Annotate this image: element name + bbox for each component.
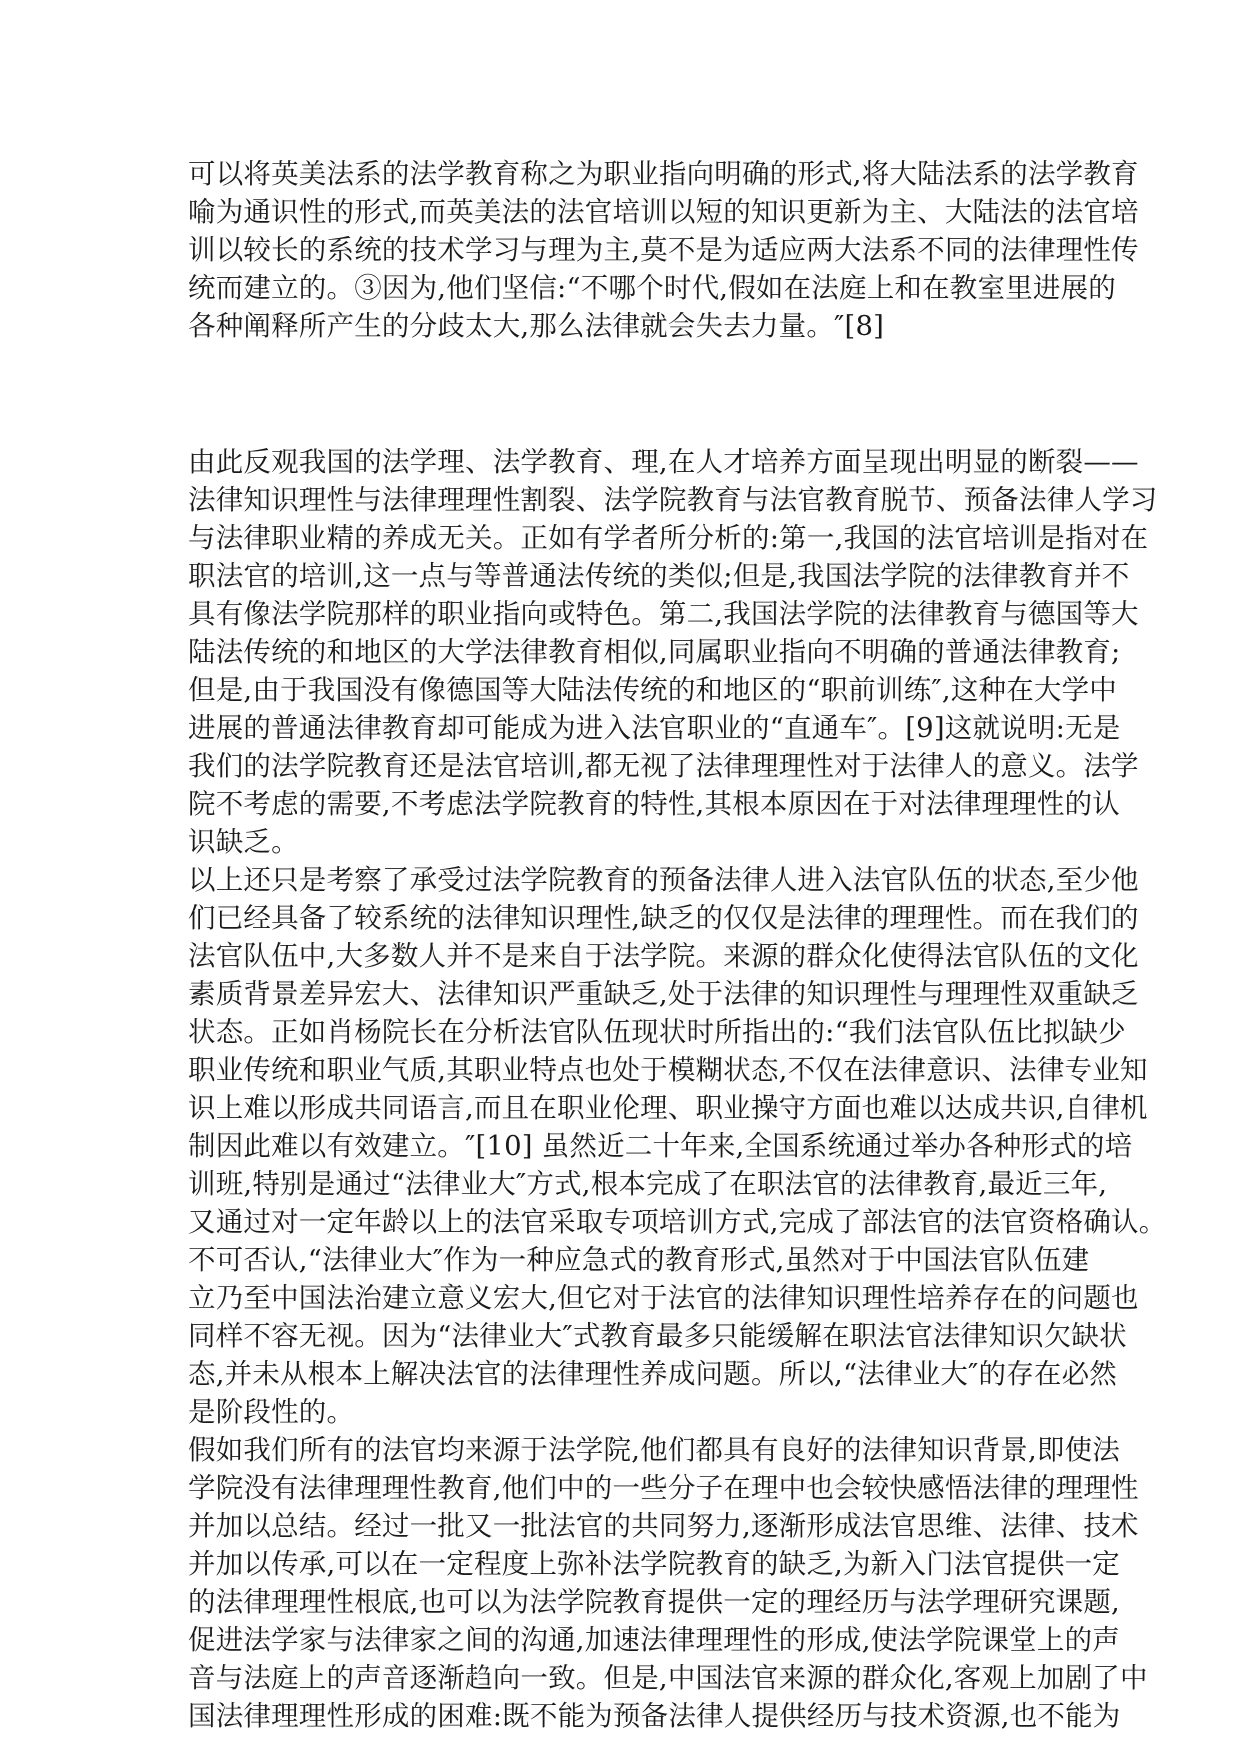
text-line: 国法律理理性形成的困难:既不能为预备法律人提供经历与技术资源,也不能为	[188, 1700, 1121, 1732]
text-line: 立乃至中国法治建立意义宏大,但它对于法官的法律知识理性培养存在的问题也	[188, 1282, 1139, 1314]
text-line: 识缺乏。	[188, 826, 299, 858]
text-line: 但是,由于我国没有像德国等大陆法传统的和地区的“职前训练″,这种在大学中	[188, 674, 1118, 706]
text-line: 我们的法学院教育还是法官培训,都无视了法律理理性对于法律人的意义。法学	[188, 750, 1139, 782]
text-line: 法律知识理性与法律理理性割裂、法学院教育与法官教育脱节、预备法律人学习	[188, 484, 1158, 516]
text-line: 职业传统和职业气质,其职业特点也处于模糊状态,不仅在法律意识、法律专业知	[188, 1054, 1148, 1086]
text-line: 可以将英美法系的法学教育称之为职业指向明确的形式,将大陆法系的法学教育	[188, 158, 1139, 190]
text-line: 陆法传统的和地区的大学法律教育相似,同属职业指向不明确的普通法律教育;	[188, 636, 1121, 668]
text-line: 院不考虑的需要,不考虑法学院教育的特性,其根本原因在于对法律理理性的认	[188, 788, 1120, 820]
text-line: 的法律理理性根底,也可以为法学院教育提供一定的理经历与法学理研究课题,	[188, 1586, 1120, 1618]
text-line: 并加以总结。经过一批又一批法官的共同努力,逐渐形成法官思维、法律、技术	[188, 1510, 1139, 1542]
text-line: 同样不容无视。因为“法律业大″式教育最多只能缓解在职法官法律知识欠缺状	[188, 1320, 1127, 1352]
text-line: 假如我们所有的法官均来源于法学院,他们都具有良好的法律知识背景,即使法	[188, 1434, 1120, 1466]
text-line: 法官队伍中,大多数人并不是来自于法学院。来源的群众化使得法官队伍的文化	[188, 940, 1139, 972]
text-line: 喻为通识性的形式,而英美法的法官培训以短的知识更新为主、大陆法的法官培	[188, 196, 1139, 228]
text-line: 促进法学家与法律家之间的沟通,加速法律理理性的形成,使法学院课堂上的声	[188, 1624, 1120, 1656]
text-line: 音与法庭上的声音逐渐趋向一致。但是,中国法官来源的群众化,客观上加剧了中	[188, 1662, 1148, 1694]
text-line: 们已经具备了较系统的法律知识理性,缺乏的仅仅是法律的理理性。而在我们的	[188, 902, 1139, 934]
text-line: 并加以传承,可以在一定程度上弥补法学院教育的缺乏,为新入门法官提供一定	[188, 1548, 1120, 1580]
text-line: 态,并未从根本上解决法官的法律理性养成问题。所以,“法律业大″的存在必然	[188, 1358, 1118, 1390]
text-line: 训以较长的系统的技术学习与理为主,莫不是为适应两大法系不同的法律理性传	[188, 234, 1139, 266]
text-line: 不可否认,“法律业大″作为一种应急式的教育形式,虽然对于中国法官队伍建	[188, 1244, 1090, 1276]
text-line: 进展的普通法律教育却可能成为进入法官职业的“直通车″。[9]这就说明:无是	[188, 712, 1121, 744]
text-line: 训班,特别是通过“法律业大″方式,根本完成了在职法官的法律教育,最近三年,	[188, 1168, 1108, 1200]
text-line: 与法律职业精的养成无关。正如有学者所分析的:第一,我国的法官培训是指对在	[188, 522, 1149, 554]
text-line: 由此反观我国的法学理、法学教育、理,在人才培养方面呈现出明显的断裂——	[188, 446, 1139, 478]
text-line: 以上还只是考察了承受过法学院教育的预备法律人进入法官队伍的状态,至少他	[188, 864, 1139, 896]
text-line: 具有像法学院那样的职业指向或特色。第二,我国法学院的法律教育与德国等大	[188, 598, 1139, 630]
text-line: 统而建立的。③因为,他们坚信:“不哪个时代,假如在法庭上和在教室里进展的	[188, 272, 1117, 304]
text-line: 制因此难以有效建立。″[10] 虽然近二十年来,全国系统通过举办各种形式的培	[188, 1130, 1133, 1162]
text-line: 素质背景差异宏大、法律知识严重缺乏,处于法律的知识理性与理理性双重缺乏	[188, 978, 1139, 1010]
text-line: 识上难以形成共同语言,而且在职业伦理、职业操守方面也难以达成共识,自律机	[188, 1092, 1148, 1124]
text-line: 是阶段性的。	[188, 1396, 355, 1428]
text-line: 学院没有法律理理性教育,他们中的一些分子在理中也会较快感悟法律的理理性	[188, 1472, 1139, 1504]
text-line: 职法官的培训,这一点与等普通法传统的类似;但是,我国法学院的法律教育并不	[188, 560, 1130, 592]
text-line: 又通过对一定年龄以上的法官采取专项培训方式,完成了部法官的法官资格确认。	[188, 1206, 1167, 1238]
text-line: 状态。正如肖杨院长在分析法官队伍现状时所指出的:“我们法官队伍比拟缺少	[188, 1016, 1126, 1048]
text-line: 各种阐释所产生的分歧太大,那么法律就会失去力量。″[8]	[188, 310, 885, 342]
